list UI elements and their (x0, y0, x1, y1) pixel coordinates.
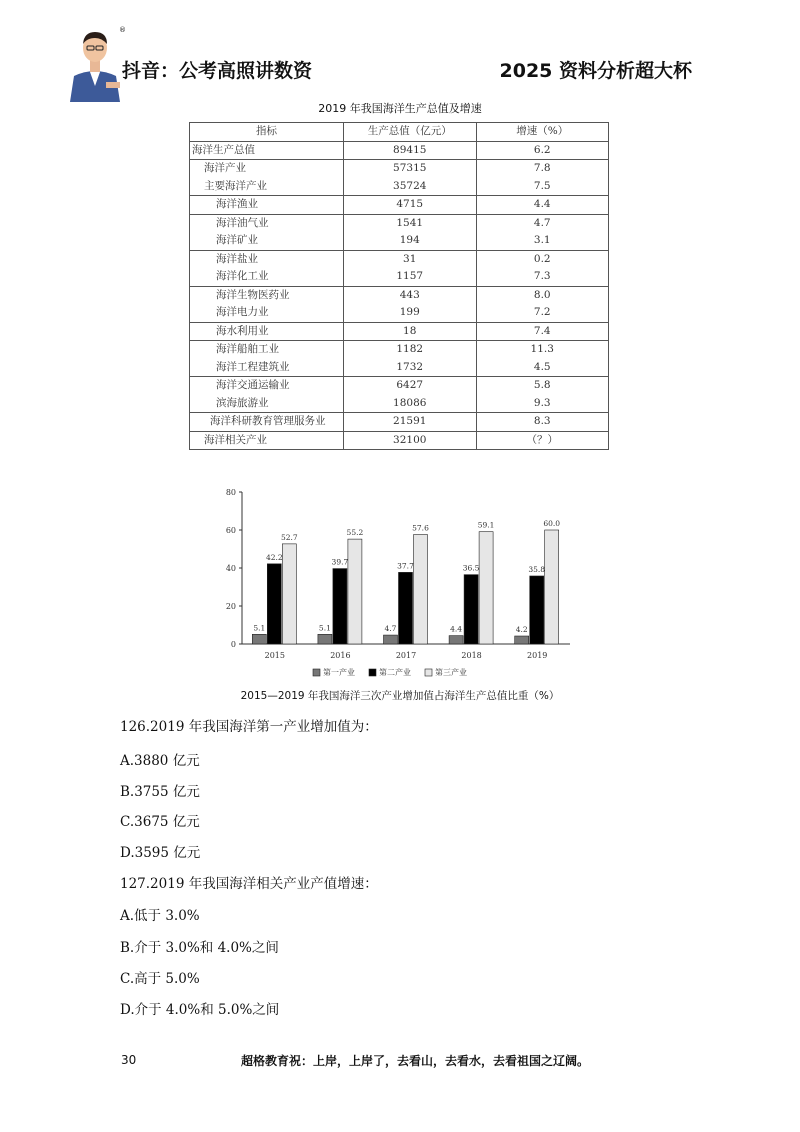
row-indicator: 海洋化工业 (190, 268, 344, 286)
x-tick-label: 2017 (395, 651, 417, 660)
row-indicator: 海洋生物医药业 (190, 286, 344, 304)
table-row (190, 413, 609, 432)
bar-2017-series-3 (414, 535, 428, 644)
row-value: 1157 (343, 268, 476, 286)
header-indicator: 指标 (190, 123, 344, 142)
legend-swatch (369, 669, 376, 676)
bar-2015-series-2 (267, 564, 281, 644)
row-growth: 4.5 (476, 359, 609, 377)
chart-title: 2015—2019 年我国海洋三次产业增加值占海洋生产总值比重（%） (240, 690, 560, 702)
row-growth: 7.8 (476, 160, 609, 178)
row-growth: 7.5 (476, 178, 609, 196)
row-growth: 5.8 (476, 377, 609, 395)
bar-2019-series-1 (515, 636, 529, 644)
table-title: 2019 年我国海洋生产总值及增速 (318, 102, 482, 115)
data-label: 5.1 (253, 623, 266, 633)
row-growth: 7.3 (476, 268, 609, 286)
data-label: 42.2 (265, 552, 283, 562)
table-row (190, 160, 609, 178)
bar-2016-series-2 (333, 569, 347, 644)
table-row (190, 196, 609, 215)
logo-registered-mark: ® (119, 26, 126, 34)
data-label: 5.1 (318, 623, 331, 633)
row-value: 31 (343, 250, 476, 268)
page-header (0, 0, 800, 110)
row-indicator: 滨海旅游业 (190, 395, 344, 413)
page-number: 30 (121, 1053, 137, 1067)
bar-2018-series-3 (479, 532, 493, 644)
table-row (190, 232, 609, 250)
row-value: 6427 (343, 377, 476, 395)
row-growth: 8.3 (476, 413, 609, 432)
header-channel-title: 抖音：公考高照讲数资 (122, 60, 313, 82)
x-tick-label: 2015 (264, 651, 285, 660)
row-indicator: 海洋电力业 (190, 304, 344, 322)
legend-swatch (313, 669, 320, 676)
table-row (190, 304, 609, 322)
row-indicator: 海洋油气业 (190, 214, 344, 232)
x-tick-label: 2016 (330, 651, 351, 660)
table-row (190, 178, 609, 196)
row-indicator: 海洋产业 (190, 160, 344, 178)
question-127-option-d: D.介于 4.0%和 5.0%之间 (120, 1002, 280, 1018)
data-label: 4.7 (384, 624, 397, 634)
bar-2019-series-3 (545, 530, 559, 644)
table-row (190, 141, 609, 160)
header-growth: 增速（%） (476, 123, 609, 142)
row-indicator: 主要海洋产业 (190, 178, 344, 196)
bar-2016-series-3 (348, 539, 362, 644)
row-growth: 4.4 (476, 196, 609, 215)
table-header-row (190, 123, 609, 142)
question-127-option-a: A.低于 3.0% (120, 908, 200, 924)
row-indicator: 海洋交通运输业 (190, 377, 344, 395)
row-indicator: 海洋科研教育管理服务业 (190, 413, 344, 432)
row-growth: 11.3 (476, 341, 609, 359)
row-value: 1182 (343, 341, 476, 359)
data-label: 4.2 (515, 625, 528, 635)
bar-2016-series-1 (318, 634, 332, 644)
row-growth: 7.2 (476, 304, 609, 322)
footer-slogan: 超格教育祝：上岸，上岸了，去看山，去看水，去看祖国之辽阔。 (240, 1054, 589, 1068)
table-row (190, 359, 609, 377)
industry-share-bar-chart (210, 482, 590, 712)
row-growth: 4.7 (476, 214, 609, 232)
header-book-title: 2025 资料分析超大杯 (499, 60, 692, 82)
row-growth: 8.0 (476, 286, 609, 304)
table-row (190, 268, 609, 286)
x-tick-label: 2018 (461, 651, 482, 660)
y-tick-label: 80 (225, 488, 236, 497)
row-indicator: 海洋生产总值 (190, 141, 344, 160)
data-label: 4.4 (450, 624, 463, 634)
legend-swatch (425, 669, 432, 676)
row-value: 194 (343, 232, 476, 250)
table-row (190, 431, 609, 450)
row-growth: 3.1 (476, 232, 609, 250)
data-label: 60.0 (543, 519, 561, 528)
data-label: 52.7 (280, 532, 298, 542)
y-tick-label: 0 (230, 640, 236, 649)
y-tick-label: 60 (225, 526, 236, 535)
y-tick-label: 40 (225, 564, 236, 573)
data-label: 57.6 (412, 523, 429, 533)
bar-2015-series-3 (282, 544, 296, 644)
row-growth: 7.4 (476, 322, 609, 341)
row-value: 89415 (343, 141, 476, 160)
row-value: 4715 (343, 196, 476, 215)
question-126-option-c: C.3675 亿元 (120, 814, 200, 830)
presenter-avatar (66, 26, 124, 102)
row-value: 57315 (343, 160, 476, 178)
row-value: 32100 (343, 431, 476, 450)
row-value: 1541 (343, 214, 476, 232)
row-indicator: 海洋盐业 (190, 250, 344, 268)
row-value: 443 (343, 286, 476, 304)
bar-2015-series-1 (252, 634, 266, 644)
table-row (190, 250, 609, 268)
row-indicator: 海洋工程建筑业 (190, 359, 344, 377)
question-127-option-c: C.高于 5.0% (120, 971, 200, 987)
question-126-stem: 126.2019 年我国海洋第一产业增加值为： (120, 719, 378, 735)
row-value: 21591 (343, 413, 476, 432)
bar-2018-series-1 (449, 636, 463, 644)
table-row (190, 214, 609, 232)
question-127-stem: 127.2019 年我国海洋相关产业产值增速： (120, 876, 378, 892)
bar-2017-series-1 (384, 635, 398, 644)
y-tick-label: 20 (225, 602, 236, 611)
table-row (190, 377, 609, 395)
row-growth: （？） (476, 431, 609, 450)
row-value: 18 (343, 322, 476, 341)
row-growth: 6.2 (476, 141, 609, 160)
question-126-option-d: D.3595 亿元 (120, 845, 201, 861)
bar-2018-series-2 (464, 575, 478, 644)
table-row (190, 341, 609, 359)
legend-label: 第三产业 (435, 668, 467, 677)
row-indicator: 海洋矿业 (190, 232, 344, 250)
row-value: 1732 (343, 359, 476, 377)
legend-label: 第一产业 (323, 668, 355, 677)
row-growth: 0.2 (476, 250, 609, 268)
row-indicator: 海洋渔业 (190, 196, 344, 215)
data-label: 55.2 (346, 528, 364, 538)
header-value: 生产总值（亿元） (343, 123, 476, 142)
data-label: 37.7 (397, 561, 414, 571)
data-label: 59.1 (477, 520, 495, 530)
row-value: 35724 (343, 178, 476, 196)
table-row (190, 286, 609, 304)
x-tick-label: 2019 (527, 651, 548, 660)
data-label: 35.8 (528, 564, 546, 574)
bar-2019-series-2 (530, 576, 544, 644)
row-indicator: 海水利用业 (190, 322, 344, 341)
data-label: 36.5 (462, 563, 480, 573)
row-indicator: 海洋相关产业 (190, 431, 344, 450)
table-body (190, 141, 609, 450)
table-row (190, 395, 609, 413)
bar-2017-series-2 (399, 572, 413, 644)
row-value: 199 (343, 304, 476, 322)
row-growth: 9.3 (476, 395, 609, 413)
row-indicator: 海洋船舶工业 (190, 341, 344, 359)
ocean-gdp-table (189, 122, 609, 450)
data-label: 39.7 (331, 557, 349, 567)
legend-label: 第二产业 (379, 668, 411, 677)
table-row (190, 322, 609, 341)
row-value: 18086 (343, 395, 476, 413)
question-126-option-b: B.3755 亿元 (120, 784, 200, 800)
question-127-option-b: B.介于 3.0%和 4.0%之间 (120, 940, 279, 956)
question-126-option-a: A.3880 亿元 (120, 753, 200, 769)
